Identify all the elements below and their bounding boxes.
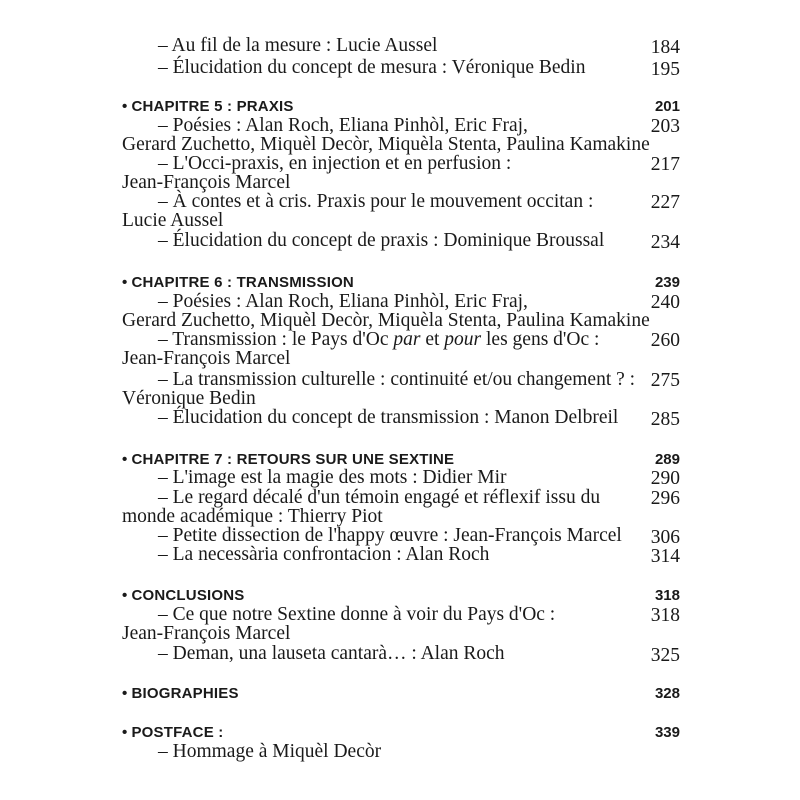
toc-entry-page: 296: [650, 488, 680, 509]
toc-entry-text-cont: Gerard Zuchetto, Miquèl Decòr, Miquèla Stenta, Paulina Kamakine: [122, 310, 650, 331]
chapter-page: 328: [654, 685, 680, 702]
toc-entry-text-cont: Lucie Aussel: [122, 210, 224, 231]
toc-entry-text: – Poésies : Alan Roch, Eliana Pinhòl, Eric Fraj,: [158, 115, 528, 136]
toc-entry-text-cont: monde académique : Thierry Piot: [122, 506, 383, 527]
bullet: •: [122, 98, 128, 115]
chapter-page: 318: [654, 587, 680, 604]
chapter-title: BIOGRAPHIES: [131, 685, 239, 702]
toc-entry-text-cont: Jean-François Marcel: [122, 348, 291, 369]
toc-entry-text: – Au fil de la mesure : Lucie Aussel: [158, 35, 438, 56]
toc-entry-text: – Élucidation du concept de praxis : Dominique Broussal: [158, 230, 605, 251]
toc-entry-page: 314: [650, 546, 680, 567]
bullet: •: [122, 274, 128, 291]
toc-entry-text: – Le regard décalé d'un témoin engagé et réflexif issu du: [158, 487, 601, 508]
toc-entry-page: 203: [650, 116, 680, 137]
chapter-title: CONCLUSIONS: [131, 587, 245, 604]
text-part: et: [420, 329, 445, 350]
toc-entry-text: – Élucidation du concept de transmission : Manon Delbreil: [158, 407, 619, 428]
toc-entry-page: 285: [650, 409, 680, 430]
toc-entry-text-cont: Gerard Zuchetto, Miquèl Decòr, Miquèla Stenta, Paulina Kamakine: [122, 134, 650, 155]
toc-entry-text: – Hommage à Miquèl Decòr: [158, 741, 382, 762]
toc-entry-text: – Poésies : Alan Roch, Eliana Pinhòl, Eric Fraj,: [158, 291, 528, 312]
toc-entry-text: – La necessària confrontacion : Alan Roch: [158, 544, 490, 565]
bullet: •: [122, 587, 128, 604]
toc-entry-page: 184: [650, 37, 680, 58]
chapter-page: 239: [654, 274, 680, 291]
toc-entry-text: – L'Occi-praxis, en injection et en perfusion :: [158, 153, 512, 174]
bullet: •: [122, 685, 128, 702]
toc-entry-page: 290: [650, 468, 680, 489]
toc-entry-text: – À contes et à cris. Praxis pour le mouvement occitan :: [158, 191, 594, 212]
toc-entry-text: – Deman, una lauseta cantarà… : Alan Roch: [158, 643, 505, 664]
bullet: •: [122, 451, 128, 468]
bullet: •: [122, 724, 128, 741]
toc-entry-text-cont: Jean-François Marcel: [122, 172, 291, 193]
text-italic: pour: [444, 329, 482, 350]
chapter-page: 339: [654, 724, 680, 741]
toc-entry-text: – La transmission culturelle : continuité et/ou changement ? :: [158, 369, 636, 390]
chapter-heading: [122, 683, 239, 705]
chapter-page: 201: [654, 98, 680, 115]
toc-entry-text: – Élucidation du concept de mesura : Véronique Bedin: [158, 57, 586, 78]
text-italic: par: [393, 329, 421, 350]
chapter-title: CHAPITRE 7 : RETOURS SUR UNE SEXTINE: [131, 451, 455, 468]
toc-entry-page: 306: [650, 527, 680, 548]
toc-entry-page: 275: [650, 370, 680, 391]
toc-entry-page: 318: [650, 605, 680, 626]
toc-entry-text-cont: Véronique Bedin: [122, 388, 256, 409]
toc-entry-page: 195: [650, 59, 680, 80]
chapter-title: POSTFACE :: [131, 724, 224, 741]
chapter-page: 289: [654, 451, 680, 468]
toc-entry-text-cont: Jean-François Marcel: [122, 623, 291, 644]
toc-entry-page: 217: [650, 154, 680, 175]
text-part: les gens d'Oc :: [481, 329, 600, 350]
chapter-title: CHAPITRE 5 : PRAXIS: [131, 98, 294, 115]
toc-entry-page: 240: [650, 292, 680, 313]
toc-entry-text: – Petite dissection de l'happy œuvre : Jean-François Marcel: [158, 525, 622, 546]
toc-entry-page: 325: [650, 645, 680, 666]
toc-entry-page: 260: [650, 330, 680, 351]
toc-entry-page: 234: [650, 232, 680, 253]
toc-entry-text: – L'image est la magie des mots : Didier Mir: [158, 467, 507, 488]
text-part: – Transmission : le Pays d'Oc: [158, 329, 394, 350]
toc-entry-page: 227: [650, 192, 680, 213]
toc-entry-text: – Ce que notre Sextine donne à voir du Pays d'Oc :: [158, 604, 556, 625]
chapter-title: CHAPITRE 6 : TRANSMISSION: [131, 274, 354, 291]
